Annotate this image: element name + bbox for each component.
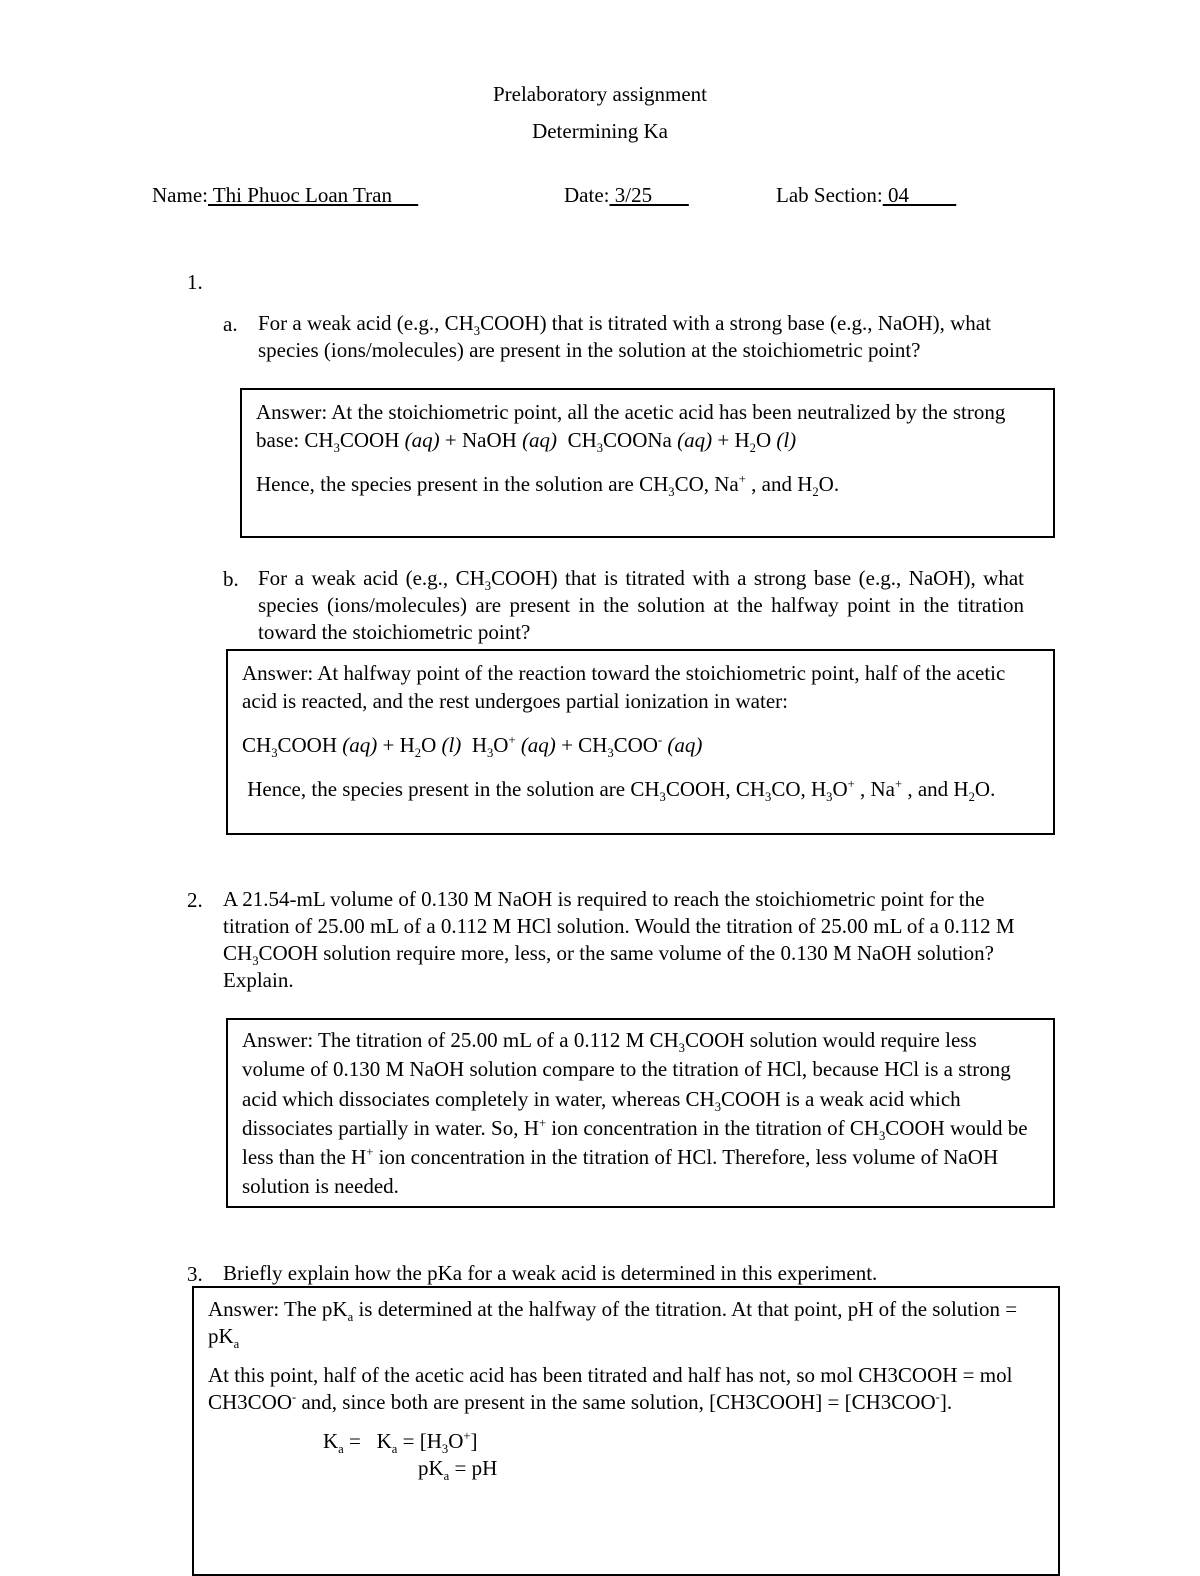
question-number: 3. bbox=[187, 1262, 203, 1286]
section-value: 04 bbox=[882, 183, 957, 207]
lab-section-field bbox=[776, 183, 956, 208]
answer-equation: $CH_3COOH$ $(aq) + H_2O$ (l) $H_3O^+$ $(aq) + CH_3COO^-$ (aq) bbox=[242, 733, 703, 761]
question-2-text: A 21.54-mL volume of 0.130 M NaOH is required to reach the stoichiometric point for the titration of 25.00 mL of a 0.112 M HCl solution. Would the titration of 25.00 mL of a 0.112 M $CH_3COOH$ solution require more, less, or the same volume of the 0.130 M NaOH solution? Explain. bbox=[223, 887, 1015, 992]
date-value: 3/25 bbox=[609, 183, 689, 207]
answer-text: Answer: At halfway point of the reaction toward the stoichiometric point, half of the acetic acid is reacted, and the rest undergoes partial ionization in water: bbox=[242, 661, 1006, 713]
answer-box-1b bbox=[226, 649, 1055, 835]
answer-box-3 bbox=[192, 1286, 1060, 1576]
section-label: Lab Section: bbox=[776, 183, 883, 207]
date-label: Date: bbox=[564, 183, 610, 207]
name-label: Name: bbox=[152, 183, 208, 207]
answer-box-2 bbox=[226, 1018, 1055, 1208]
question-number: 2. bbox=[187, 888, 203, 912]
question-letter: b. bbox=[223, 567, 239, 591]
question-1b-text: For a weak acid (e.g., $CH_3COOH$) that is titrated with a strong base (e.g., NaOH), what species (ions/molecules) are present in the solution at the halfway point in the titration toward the stoichiometric point? bbox=[258, 566, 1024, 644]
answer-text: Hence, the species present in the solution are $CH_3CO$, Na+ , and $H_2O$. bbox=[256, 472, 840, 500]
name-field bbox=[152, 183, 418, 208]
question-number: 1. bbox=[187, 270, 203, 294]
answer-text: Answer: At the stoichiometric point, all the acetic acid has been neutralized by the strong base: $CH_3COOH$ (aq) + NaOH (aq) $CH_3COONa$ $(aq) + H_2O$ (l) bbox=[256, 400, 1006, 456]
question-1a-text: For a weak acid (e.g., $CH_3COOH$) that is titrated with a strong base (e.g., NaOH), what species (ions/molecules) are present in the solution at the stoichiometric point? bbox=[258, 311, 991, 362]
page-title: Prelaboratory assignment bbox=[492, 82, 708, 106]
answer-text: At this point, half of the acetic acid has been titrated and half has not, so mol CH3COOH = mol CH3COO- and, since both are present in the same solution, [CH3COOH] = [CH3COO-]. bbox=[208, 1363, 1013, 1414]
question-3-text: Briefly explain how the pKa for a weak acid is determined in this experiment. bbox=[223, 1261, 878, 1285]
answer-text: Answer: The $pK_a$ is determined at the halfway of the titration. At that point, pH of the solution = $pK_a$ bbox=[208, 1297, 1018, 1352]
name-value: Thi Phuoc Loan Tran bbox=[207, 183, 419, 207]
page-subtitle: Determining Ka bbox=[532, 119, 668, 143]
formula-line: $K_a = K_a = [H_3O^+]$ bbox=[323, 1429, 478, 1457]
date-field bbox=[564, 183, 689, 208]
question-letter: a. bbox=[223, 312, 238, 336]
formula-line: $pK_a$ = pH bbox=[418, 1456, 498, 1484]
answer-box-1a bbox=[240, 388, 1055, 538]
answer-text: Hence, the species present in the solution are $CH_3COOH$, $CH_3CO$, $H_3O^+$ , Na+ , and $H_2O$. bbox=[242, 777, 996, 805]
answer-text: Answer: The titration of 25.00 mL of a 0.112 M $CH_3COOH$ solution would require less volume of 0.130 M NaOH solution compare to the titration of HCl, because HCl is a strong acid which dissociates completely in water, whereas $CH_3COOH$ is a weak acid which dissociates partially in water. So, H+ ion concentration in the titration of $CH_3COOH$ would be less than the H+ ion concentration in the titration of HCl. Therefore, less volume of NaOH solution is needed. bbox=[242, 1028, 1028, 1199]
